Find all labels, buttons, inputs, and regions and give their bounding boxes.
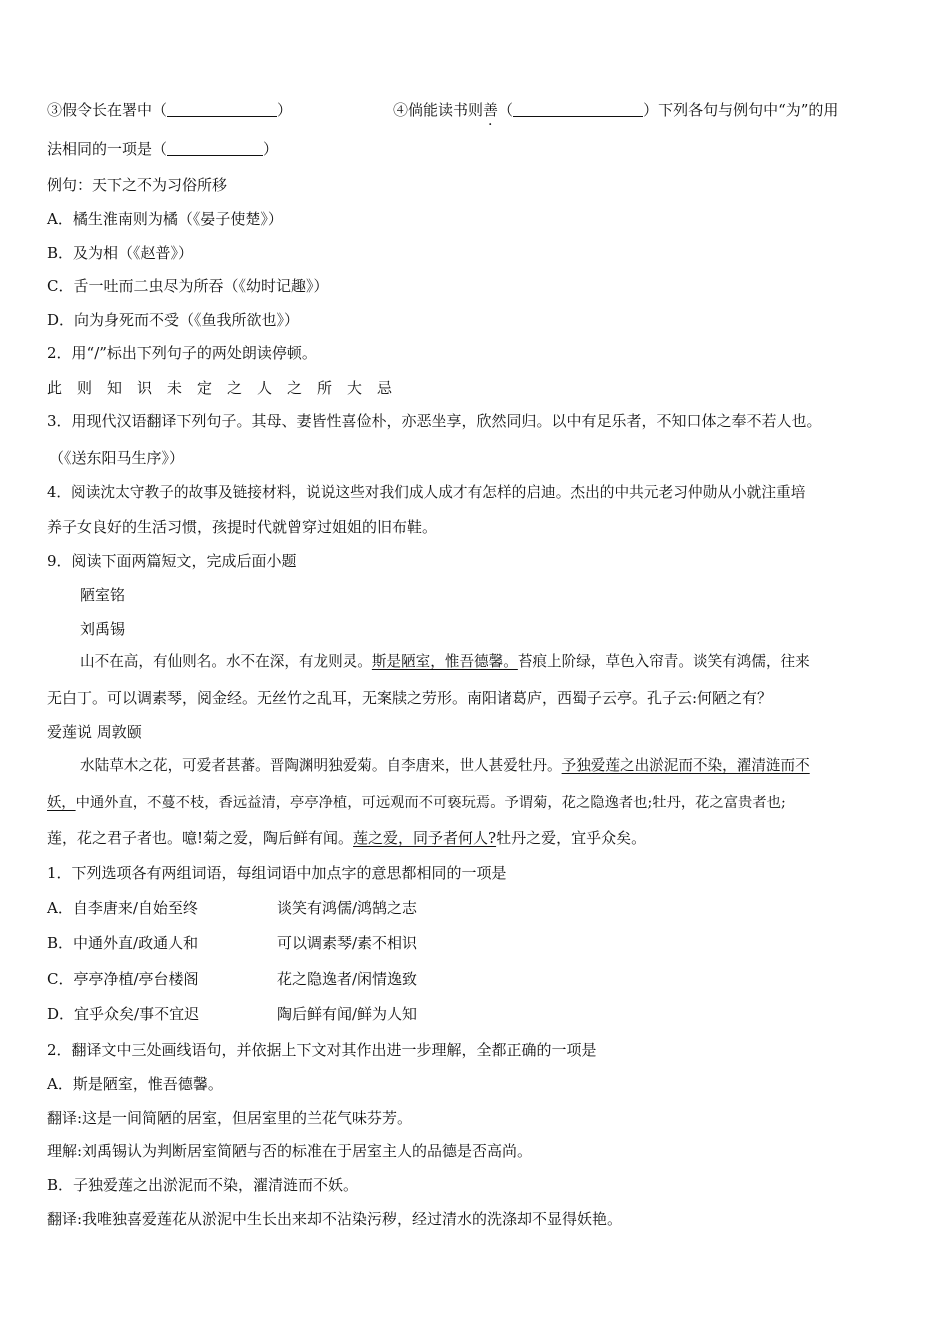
- passage1-text-cont: 苔痕上阶绿，草色入帘青。谈笑有鸿儒，往来: [517, 653, 810, 670]
- passage2-paragraph-line-1: [80, 755, 810, 777]
- sub2-option-a-understanding: 理解:刘禹锡认为判断居室简陋与否的标准在于居室主人的品德是否高尚。: [47, 1142, 533, 1160]
- passage2-text-line3: 莲，花之君子者也。噫!菊之爱，陶后鲜有闻。: [47, 829, 354, 847]
- sub1-option-b: [47, 932, 547, 954]
- sub1-option-b-left: B．中通外直/政通人和: [47, 934, 199, 952]
- item4-text: 倘能读书则: [408, 101, 484, 119]
- passage1-paragraph-line-1: [80, 651, 810, 673]
- q4-line-1: 4．阅读沈太守教子的故事及链接材料，说说这些对我们成人成才有怎样的启迪。杰出的中共元老习仲勋从小就注重培: [47, 484, 806, 501]
- item4-number: ④: [393, 101, 409, 119]
- question-line-items-3-4: [47, 99, 292, 121]
- sub1-option-a-right: 谈笑有鸿儒/鸿鹄之志: [277, 899, 418, 917]
- passage2-text-line3-end: 牡丹之爱，宜乎众矣。: [496, 829, 647, 847]
- sub1-option-a-left: A．自李唐来/自始至终: [47, 899, 198, 917]
- sub1-prompt: 1．下列选项各有两组词语，每组词语中加点字的意思都相同的一项是: [47, 864, 507, 882]
- example-sentence: 例句：天下之不为习俗所移: [47, 176, 228, 194]
- sub1-option-c-left: C．亭亭净植/亭台楼阁: [47, 970, 199, 988]
- line2-answer-blank[interactable]: [167, 140, 263, 156]
- item4-open-paren: （: [498, 101, 514, 119]
- passage1-text: 山不在高，有仙则名。水不在深，有龙则灵。: [80, 653, 372, 670]
- q4-line-2: 养子女良好的生活习惯，孩提时代就曾穿过姐姐的旧布鞋。: [47, 518, 438, 536]
- item4-tail-text: 下列各句与例句中“为”的用: [658, 101, 839, 119]
- item3-answer-blank[interactable]: [167, 101, 277, 117]
- passage2-underlined-cont: 妖，: [47, 795, 76, 811]
- sub1-option-d-left: D．宜乎众矣/事不宜迟: [47, 1005, 200, 1023]
- item3-close-paren: ）: [277, 101, 293, 119]
- option-b: B．及为相（《赵普》）: [47, 244, 194, 262]
- q2-prompt: 2．用“/”标出下列句子的两处朗读停顿。: [47, 344, 317, 362]
- sub2-option-a-translation: 翻译:这是一间简陋的居室，但居室里的兰花气味芬芳。: [47, 1109, 413, 1127]
- passage2-paragraph-line-3: [47, 827, 646, 849]
- passage2-underlined-sentence: 予独爱莲之出淤泥而不染，濯清涟而不: [561, 757, 810, 774]
- sub1-option-d-right: 陶后鲜有闻/鲜为人知: [277, 1005, 418, 1023]
- sub1-option-d: [47, 1003, 547, 1025]
- item3-text: 假令长在署中（: [62, 101, 168, 119]
- q3-source: （《送东阳马生序》）: [49, 449, 185, 467]
- option-c: C．舌一吐而二虫尽为所吞（《幼时记趣》）: [47, 277, 329, 295]
- sub2-option-a-sentence: A．斯是陋室，惟吾德馨。: [47, 1075, 223, 1093]
- sub1-option-c: [47, 968, 547, 990]
- passage2-underlined-question: 莲之爱，同予者何人?: [353, 829, 497, 847]
- sub1-option-a: [47, 897, 547, 919]
- line2-text: 法相同的一项是（: [47, 140, 168, 158]
- q3-prompt: 3．用现代汉语翻译下列句子。其母、妻皆性喜俭朴，亦恶坐享，欣然同归。以中有足乐者，不知口体之奉不若人也。: [47, 412, 822, 430]
- item4-close-paren: ）: [643, 101, 659, 119]
- q9-prompt: 9．阅读下面两篇短文，完成后面小题: [47, 552, 297, 570]
- option-d: D．向为身死而不受（《鱼我所欲也》）: [47, 311, 300, 329]
- passage2-text-line2: 中通外直，不蔓不枝，香远益清，亭亭净植，可远观而不可亵玩焉。予谓菊，花之隐逸者也;牡丹，花之富贵者也;: [75, 795, 786, 811]
- line2-close-paren: ）: [263, 140, 279, 158]
- passage1-paragraph-line-2: 无白丁。可以调素琴，阅金经。无丝竹之乱耳，无案牍之劳形。南阳诸葛庐，西蜀子云亭。孔子云:何陋之有？: [47, 689, 773, 707]
- passage2-paragraph-line-2: [47, 792, 786, 814]
- sub1-option-c-right: 花之隐逸者/闲情逸致: [277, 970, 418, 988]
- item4-dotted-char: 善: [483, 101, 499, 119]
- item4-answer-blank[interactable]: [513, 101, 643, 117]
- sub2-prompt: 2．翻译文中三处画线语句，并依据上下文对其作出进一步理解，全都正确的一项是: [47, 1041, 597, 1059]
- sub2-option-b-sentence: B．子独爱莲之出淤泥而不染，濯清涟而不妖。: [47, 1176, 359, 1194]
- passage2-title: 爱莲说 周敦颐: [47, 723, 142, 741]
- q2-sentence: 此则知识未定之人之所大忌: [47, 379, 408, 397]
- passage2-text: 水陆草木之花，可爱者甚蕃。晋陶渊明独爱菊。自李唐来，世人甚爱牡丹。: [80, 757, 562, 774]
- passage1-underlined-sentence: 斯是陋室，惟吾德馨。: [371, 653, 518, 670]
- option-a: A．橘生淮南则为橘（《晏子使楚》）: [47, 210, 283, 228]
- passage1-author: 刘禹锡: [80, 620, 126, 638]
- question-line-item-4: [393, 99, 838, 121]
- question-line-2: [47, 138, 278, 160]
- item3-number: ③: [47, 101, 63, 119]
- passage1-title: 陋室铭: [80, 586, 126, 604]
- sub2-option-b-translation: 翻译:我唯独喜爱莲花从淤泥中生长出来却不沾染污秽，经过清水的洗涤却不显得妖艳。: [47, 1210, 623, 1228]
- sub1-option-b-right: 可以调素琴/素不相识: [277, 934, 418, 952]
